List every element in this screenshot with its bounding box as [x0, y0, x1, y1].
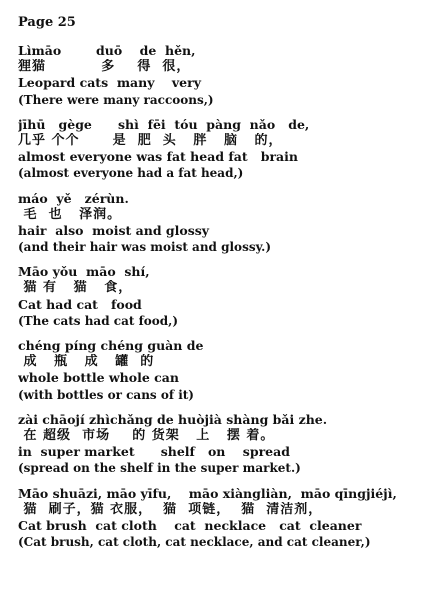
translation-line: (with bottles or cans of it): [18, 387, 194, 402]
gloss-line: Cat had cat food: [18, 296, 142, 312]
gloss-line: Cat brush cat cloth cat necklace cat cleaner: [18, 517, 362, 533]
pinyin-line: Māo shuāzi, māo yīfu, māo xiàngliàn, māo qīngjiéjì,: [18, 485, 397, 501]
gloss-line: whole bottle whole can: [18, 370, 179, 386]
pinyin-line: zài chāojí zhìchǎng de huòjià shàng bǎi zhe.: [18, 411, 328, 427]
pinyin-line: Lìmāo duō de hěn,: [18, 43, 196, 58]
chinese-line: 毛 也 泽润。: [18, 206, 122, 222]
pinyin-line: Māo yǒu māo shí,: [18, 264, 150, 280]
verse-block: [18, 117, 418, 182]
verse-block: [18, 43, 418, 108]
chinese-line: 在 超级 市场 的 货架 上 摆 着。: [18, 427, 275, 443]
gloss-line: almost everyone was fat head fat brain: [18, 149, 298, 165]
chinese-line: 成 瓶 成 罐 的: [18, 354, 155, 370]
translation-line: (almost everyone had a fat head,): [18, 166, 244, 181]
gloss-line: in super market shelf on spread: [18, 444, 290, 460]
verse-block: [18, 412, 418, 477]
pinyin-line: chéng píng chéng guàn de: [18, 338, 204, 353]
gloss-line: Leopard cats many very: [18, 75, 201, 91]
pinyin-line: jīhū gège shì fēi tóu pàng nǎo de,: [18, 116, 310, 132]
pinyin-line: máo yě zérùn.: [18, 190, 129, 206]
translation-line: (Cat brush, cat cloth, cat necklace, and cat cleaner,): [18, 535, 371, 550]
translation-line: (spread on the shelf in the super market.): [18, 461, 301, 476]
verse-block: [18, 191, 418, 256]
translation-line: (and their hair was moist and glossy.): [18, 240, 272, 255]
translation-line: (The cats had cat food,): [18, 313, 178, 328]
translation-line: (There were many raccoons,): [18, 92, 214, 107]
chinese-line: 猫 有 猫 食，: [18, 280, 133, 296]
page-number: Page 25: [18, 15, 76, 30]
verse-block: [18, 264, 418, 329]
verse-block: [18, 338, 418, 403]
chinese-line: 猫 刷子，猫 衣服， 猫 项链， 猫 清洁剂，: [18, 501, 323, 517]
gloss-line: hair also moist and glossy: [18, 222, 210, 238]
chinese-line: 几乎 个个 是 肥 头 胖 脑 的，: [18, 132, 283, 148]
chinese-line: 狸猫 多 得 很，: [18, 59, 191, 75]
page: [18, 12, 418, 550]
verse-block: [18, 486, 418, 551]
